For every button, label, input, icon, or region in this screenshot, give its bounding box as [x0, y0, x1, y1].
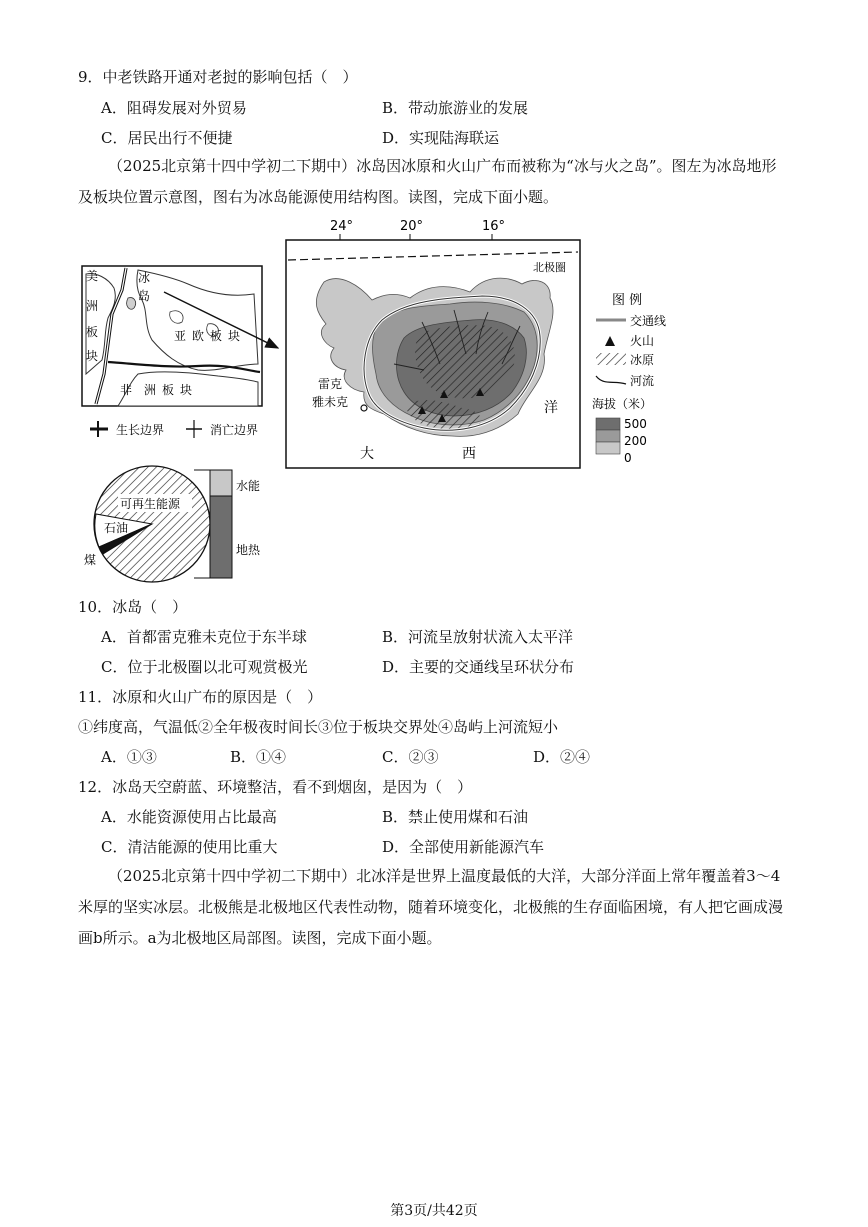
bar-label-geothermal: 地热 [236, 543, 261, 557]
pie-label-renewable: 可再生能源 [120, 497, 181, 511]
inset-label-dao: 岛 [138, 289, 151, 303]
inset-label-bing: 冰 [138, 271, 151, 285]
plate-inset-map [82, 266, 278, 406]
longitude-16: 16° [482, 219, 506, 234]
legend-title: 图 例 [612, 293, 643, 308]
arctic-circle-label: 北极圈 [533, 261, 566, 274]
q11-option-b[interactable]: B．①④ [230, 748, 287, 766]
river-legend-icon [596, 376, 626, 384]
elevation-200: 200 [624, 434, 647, 448]
capital-icon [361, 405, 367, 411]
legend-elevation-title: 海拔（米） [592, 397, 653, 411]
q10-option-d[interactable]: D．主要的交通线呈环状分布 [382, 658, 575, 676]
legend-growth-boundary: 生长边界 [116, 423, 165, 437]
energy-bar-geothermal [210, 496, 232, 578]
elevation-low-swatch [596, 442, 620, 454]
iceland-figure [78, 214, 678, 586]
inset-label-ban: 板 [86, 325, 99, 339]
inset-label-fei: 非 [120, 383, 133, 397]
energy-bar-hydro [210, 470, 232, 496]
q10-stem: 10．冰岛（ ） [78, 598, 188, 616]
bar-label-hydro: 水能 [236, 479, 261, 493]
q10-option-c[interactable]: C．位于北极圈以北可观赏极光 [101, 658, 308, 676]
volcano-legend-icon [605, 336, 615, 346]
ocean-label-yang: 洋 [544, 400, 558, 416]
elevation-500: 500 [624, 417, 647, 431]
inset-label-mei: 美 [86, 269, 99, 283]
pie-label-oil: 石油 [104, 521, 129, 535]
legend-volcano: 火山 [630, 334, 655, 348]
inset-label-african-plate: 洲板块 [144, 383, 199, 397]
q12-stem: 12．冰岛天空蔚蓝、环境整洁，看不到烟囱，是因为（ ） [78, 778, 473, 796]
q9-option-d[interactable]: D．实现陆海联运 [382, 129, 500, 147]
q9-option-c[interactable]: C．居民出行不便捷 [101, 129, 233, 147]
longitude-20: 20° [400, 219, 424, 234]
inset-label-zhou: 洲 [86, 299, 99, 313]
intro-paragraph-2: （2025北京第十四中学初二下期中）北冰洋是世界上温度最低的大洋，大部分洋面上常年覆盖着3～4米厚的坚实冰层。北极熊是北极地区代表性动物，随着环境变化，北极熊的生存面临困境，有人把它画成漫画b所示。a为北极地区局部图。读图，完成下面小题。 [78, 867, 784, 947]
legend-subduction-boundary: 消亡边界 [210, 423, 259, 437]
glacier-legend-icon [596, 353, 626, 365]
elevation-0: 0 [624, 451, 632, 465]
ocean-label-da: 大 [360, 446, 374, 462]
intro-paragraph-1: （2025北京第十四中学初二下期中）冰岛因冰原和火山广布而被称为“冰与火之岛”。图左为冰岛地形及板块位置示意图，图右为冰岛能源使用结构图。读图，完成下面小题。 [78, 157, 777, 206]
inset-label-kuai: 块 [86, 349, 99, 363]
q10-option-a[interactable]: A．首都雷克雅未克位于东半球 [101, 628, 307, 646]
q12-option-c[interactable]: C．清洁能源的使用比重大 [101, 838, 278, 856]
q9-stem: 9．中老铁路开通对老挝的影响包括（ ） [78, 68, 358, 86]
q12-option-b[interactable]: B．禁止使用煤和石油 [382, 808, 529, 826]
legend-traffic-line: 交通线 [630, 314, 667, 328]
q9-option-b[interactable]: B．带动旅游业的发展 [382, 99, 529, 117]
q11-option-d[interactable]: D．②④ [533, 748, 591, 766]
q11-option-c[interactable]: C．②③ [382, 748, 439, 766]
longitude-24: 24° [330, 219, 354, 234]
q12-option-d[interactable]: D．全部使用新能源汽车 [382, 838, 545, 856]
q12-option-a[interactable]: A．水能资源使用占比最高 [101, 808, 277, 826]
q11-option-a[interactable]: A．①③ [101, 748, 157, 766]
iceland-main-map [286, 219, 580, 468]
capital-label-line1: 雷克 [318, 377, 343, 391]
legend-river: 河流 [630, 374, 655, 388]
boundary-legend [90, 420, 258, 438]
elevation-mid-swatch [596, 430, 620, 442]
q11-stem: 11．冰原和火山广布的原因是（ ） [78, 688, 323, 706]
q11-statements: ①纬度高，气温低②全年极夜时间长③位于板块交界处④岛屿上河流短小 [78, 718, 559, 736]
page-number: 第3页/共42页 [390, 1203, 478, 1219]
ocean-label-xi: 西 [462, 446, 476, 462]
q10-option-b[interactable]: B．河流呈放射状流入太平洋 [382, 628, 574, 646]
elevation-high-swatch [596, 418, 620, 430]
capital-label-line2: 雅未克 [312, 395, 349, 409]
legend-glacier: 冰原 [630, 353, 655, 367]
map-legend [592, 293, 666, 465]
q9-option-a[interactable]: A．阻碍发展对外贸易 [101, 99, 247, 117]
inset-label-eurasian-plate: 亚欧板块 [174, 329, 247, 343]
pie-label-coal: 煤 [84, 553, 97, 567]
energy-structure-chart [84, 466, 261, 582]
